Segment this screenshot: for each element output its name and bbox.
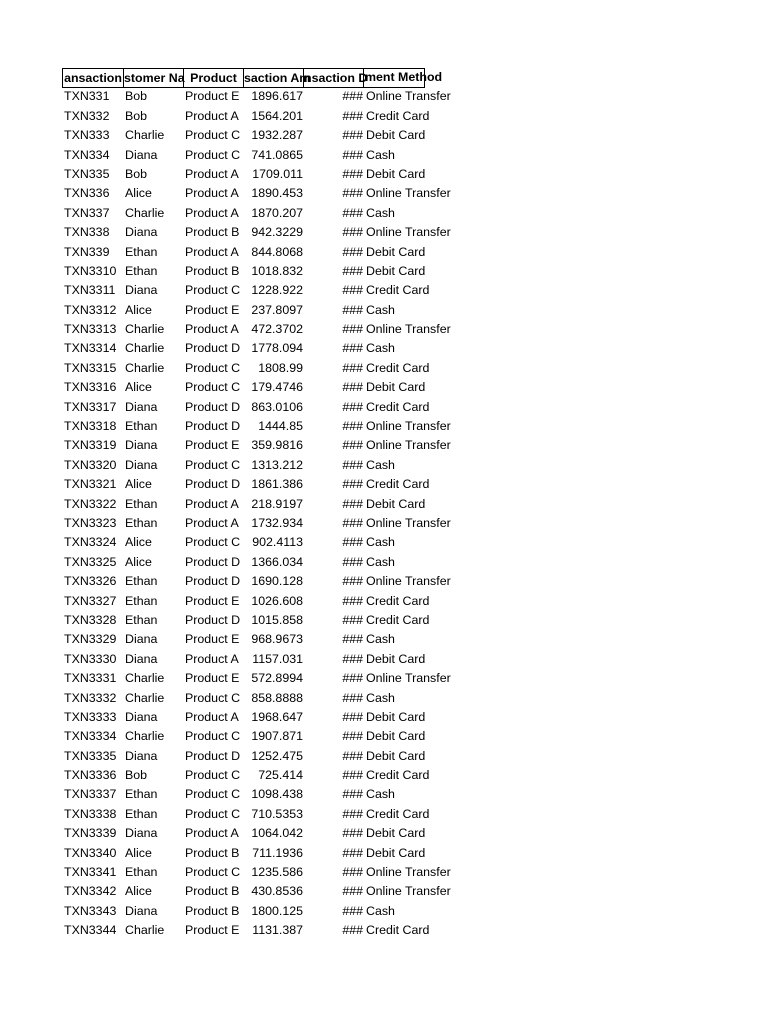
date-cell[interactable]: ### [342, 923, 363, 938]
amount-cell[interactable]: 1098.438 [251, 787, 303, 802]
amount-cell[interactable]: 1026.608 [251, 593, 303, 608]
date-cell[interactable]: ### [342, 593, 363, 608]
date-cell[interactable]: ### [342, 438, 363, 453]
transaction-id-cell[interactable]: TXN335 [64, 166, 110, 181]
header-amount-label: saction Am [244, 71, 311, 85]
amount-cell[interactable]: 1890.453 [251, 186, 303, 201]
transaction-id-cell[interactable]: TXN3341 [64, 865, 117, 880]
payment-method-cell[interactable]: Online Transfer [366, 671, 451, 686]
payment-method-cell[interactable]: Credit Card [366, 806, 430, 821]
date-cell[interactable]: ### [342, 225, 363, 240]
date-cell[interactable]: ### [342, 244, 363, 259]
date-cell[interactable]: ### [342, 709, 363, 724]
amount-cell[interactable]: 725.414 [258, 768, 303, 783]
customer-name-cell[interactable]: Alice [125, 477, 152, 492]
product-cell[interactable]: Product A [185, 322, 239, 337]
product-cell[interactable]: Product C [185, 729, 241, 744]
amount-cell[interactable]: 1235.586 [251, 865, 303, 880]
payment-method-cell[interactable]: Credit Card [366, 108, 430, 123]
product-cell[interactable]: Product D [185, 748, 241, 763]
payment-method-cell[interactable]: Debit Card [366, 496, 426, 511]
customer-name-cell[interactable]: Charlie [125, 360, 165, 375]
product-cell[interactable]: Product C [185, 380, 241, 395]
customer-name-cell[interactable]: Diana [125, 283, 158, 298]
customer-name-cell[interactable]: Bob [125, 166, 148, 181]
payment-method-cell[interactable]: Cash [366, 341, 395, 356]
customer-name-cell[interactable]: Bob [125, 89, 148, 104]
amount-cell[interactable]: 968.9673 [251, 632, 303, 647]
transaction-id-cell[interactable]: TXN3326 [64, 574, 117, 589]
product-cell[interactable]: Product A [185, 709, 239, 724]
transaction-id-cell[interactable]: TXN3337 [64, 787, 117, 802]
amount-cell[interactable]: 844.8068 [251, 244, 303, 259]
transaction-id-cell[interactable]: TXN3324 [64, 535, 117, 550]
payment-method-cell[interactable]: Debit Card [366, 845, 426, 860]
payment-method-cell[interactable]: Credit Card [366, 612, 430, 627]
amount-cell[interactable]: 1131.387 [252, 923, 303, 938]
payment-method-cell[interactable]: Online Transfer [366, 865, 451, 880]
transaction-id-cell[interactable]: TXN3321 [64, 477, 117, 492]
transaction-id-cell[interactable]: TXN3327 [64, 593, 117, 608]
product-cell[interactable]: Product C [185, 806, 241, 821]
transaction-id-cell[interactable]: TXN337 [64, 205, 110, 220]
product-cell[interactable]: Product D [185, 419, 241, 434]
customer-name-cell[interactable]: Alice [125, 535, 152, 550]
date-cell[interactable]: ### [342, 419, 363, 434]
date-cell[interactable]: ### [342, 89, 363, 104]
date-cell[interactable]: ### [342, 865, 363, 880]
payment-method-cell[interactable]: Debit Card [366, 244, 426, 259]
header-payment-method[interactable] [364, 68, 514, 88]
date-cell[interactable]: ### [342, 748, 363, 763]
transaction-id-cell[interactable]: TXN3342 [64, 884, 117, 899]
product-cell[interactable]: Product C [185, 768, 241, 783]
payment-method-cell[interactable]: Online Transfer [366, 186, 451, 201]
date-cell[interactable]: ### [342, 612, 363, 627]
header-product[interactable] [184, 68, 244, 88]
amount-cell[interactable]: 1907.871 [251, 729, 303, 744]
transaction-id-cell[interactable]: TXN339 [64, 244, 110, 259]
transaction-id-cell[interactable]: TXN3311 [64, 283, 116, 298]
customer-name-cell[interactable]: Ethan [125, 574, 158, 589]
product-cell[interactable]: Product C [185, 128, 241, 143]
payment-method-cell[interactable]: Debit Card [366, 128, 426, 143]
product-cell[interactable]: Product E [185, 89, 240, 104]
amount-cell[interactable]: 710.5353 [251, 806, 303, 821]
customer-name-cell[interactable]: Diana [125, 457, 158, 472]
payment-method-cell[interactable]: Debit Card [366, 826, 426, 841]
header-transaction-id[interactable] [62, 68, 124, 88]
product-cell[interactable]: Product D [185, 554, 241, 569]
date-cell[interactable]: ### [342, 457, 363, 472]
transaction-id-cell[interactable]: TXN3312 [64, 302, 117, 317]
product-cell[interactable]: Product B [185, 884, 240, 899]
payment-method-cell[interactable]: Credit Card [366, 477, 430, 492]
customer-name-cell[interactable]: Diana [125, 903, 158, 918]
date-cell[interactable]: ### [342, 108, 363, 123]
transaction-id-cell[interactable]: TXN3317 [64, 399, 117, 414]
customer-name-cell[interactable]: Ethan [125, 865, 158, 880]
transaction-id-cell[interactable]: TXN3328 [64, 612, 117, 627]
payment-method-cell[interactable]: Credit Card [366, 768, 430, 783]
customer-name-cell[interactable]: Alice [125, 884, 152, 899]
header-payment-method-label: ment Method [365, 70, 443, 84]
customer-name-cell[interactable]: Charlie [125, 729, 165, 744]
transaction-id-cell[interactable]: TXN333 [64, 128, 110, 143]
amount-cell[interactable]: 1870.207 [251, 205, 303, 220]
payment-method-cell[interactable]: Online Transfer [366, 89, 451, 104]
date-cell[interactable]: ### [342, 186, 363, 201]
header-customer-name-label: stomer Na [124, 71, 185, 85]
date-cell[interactable]: ### [342, 574, 363, 589]
customer-name-cell[interactable]: Charlie [125, 671, 165, 686]
transaction-id-cell[interactable]: TXN3332 [64, 690, 117, 705]
customer-name-cell[interactable]: Ethan [125, 244, 158, 259]
payment-method-cell[interactable]: Cash [366, 535, 395, 550]
transaction-id-cell[interactable]: TXN3325 [64, 554, 117, 569]
customer-name-cell[interactable]: Charlie [125, 341, 165, 356]
transaction-id-cell[interactable]: TXN338 [64, 225, 110, 240]
date-cell[interactable]: ### [342, 399, 363, 414]
transaction-id-cell[interactable]: TXN332 [64, 108, 110, 123]
customer-name-cell[interactable]: Diana [125, 399, 158, 414]
product-cell[interactable]: Product C [185, 283, 241, 298]
product-cell[interactable]: Product C [185, 360, 241, 375]
product-cell[interactable]: Product A [185, 826, 239, 841]
amount-cell[interactable]: 1732.934 [251, 515, 303, 530]
amount-cell[interactable]: 1808.99 [258, 360, 303, 375]
transaction-id-cell[interactable]: TXN3323 [64, 515, 117, 530]
payment-method-cell[interactable]: Debit Card [366, 166, 426, 181]
date-cell[interactable]: ### [342, 535, 363, 550]
date-cell[interactable]: ### [342, 283, 363, 298]
customer-name-cell[interactable]: Alice [125, 302, 152, 317]
date-cell[interactable]: ### [342, 690, 363, 705]
date-cell[interactable]: ### [342, 729, 363, 744]
product-cell[interactable]: Product B [185, 845, 240, 860]
header-amount[interactable] [244, 68, 311, 88]
customer-name-cell[interactable]: Bob [125, 108, 148, 123]
header-customer-name[interactable] [124, 68, 184, 88]
transaction-id-cell[interactable]: TXN3344 [64, 923, 117, 938]
transaction-id-cell[interactable]: TXN3329 [64, 632, 117, 647]
product-cell[interactable]: Product E [185, 438, 240, 453]
transaction-id-cell[interactable]: TXN334 [64, 147, 110, 162]
customer-name-cell[interactable]: Charlie [125, 128, 165, 143]
date-cell[interactable]: ### [342, 341, 363, 356]
header-product-label: Product [190, 71, 237, 85]
customer-name-cell[interactable]: Ethan [125, 515, 158, 530]
transaction-id-cell[interactable]: TXN3340 [64, 845, 117, 860]
customer-name-cell[interactable]: Ethan [125, 806, 158, 821]
product-cell[interactable]: Product A [185, 515, 239, 530]
product-cell[interactable]: Product B [185, 225, 240, 240]
product-cell[interactable]: Product D [185, 612, 241, 627]
transaction-id-cell[interactable]: TXN3320 [64, 457, 117, 472]
amount-cell[interactable]: 359.9816 [251, 438, 303, 453]
date-cell[interactable]: ### [342, 787, 363, 802]
amount-cell[interactable]: 1313.212 [251, 457, 303, 472]
transaction-id-cell[interactable]: TXN3333 [64, 709, 117, 724]
customer-name-cell[interactable]: Charlie [125, 205, 165, 220]
amount-cell[interactable]: 1709.011 [252, 166, 303, 181]
date-cell[interactable]: ### [342, 322, 363, 337]
customer-name-cell[interactable]: Diana [125, 147, 158, 162]
amount-cell[interactable]: 472.3702 [251, 322, 303, 337]
date-cell[interactable]: ### [342, 845, 363, 860]
customer-name-cell[interactable]: Charlie [125, 322, 165, 337]
customer-name-cell[interactable]: Ethan [125, 419, 158, 434]
amount-cell[interactable]: 237.8097 [251, 302, 303, 317]
amount-cell[interactable]: 1932.287 [251, 128, 303, 143]
transaction-id-cell[interactable]: TXN331 [64, 89, 110, 104]
date-cell[interactable]: ### [342, 826, 363, 841]
payment-method-cell[interactable]: Debit Card [366, 709, 426, 724]
customer-name-cell[interactable]: Diana [125, 225, 158, 240]
payment-method-cell[interactable]: Credit Card [366, 923, 430, 938]
payment-method-cell[interactable]: Credit Card [366, 283, 430, 298]
payment-method-cell[interactable]: Cash [366, 302, 395, 317]
date-cell[interactable]: ### [342, 884, 363, 899]
payment-method-cell[interactable]: Online Transfer [366, 419, 451, 434]
product-cell[interactable]: Product A [185, 186, 239, 201]
product-cell[interactable]: Product A [185, 651, 239, 666]
amount-cell[interactable]: 1157.031 [252, 651, 303, 666]
amount-cell[interactable]: 1896.617 [251, 89, 303, 104]
date-cell[interactable]: ### [342, 380, 363, 395]
product-cell[interactable]: Product C [185, 457, 241, 472]
amount-cell[interactable]: 1800.125 [251, 903, 303, 918]
payment-method-cell[interactable]: Credit Card [366, 593, 430, 608]
payment-method-cell[interactable]: Debit Card [366, 729, 426, 744]
product-cell[interactable]: Product D [185, 477, 241, 492]
amount-cell[interactable]: 902.4113 [252, 535, 303, 550]
amount-cell[interactable]: 942.3229 [251, 225, 303, 240]
date-cell[interactable]: ### [342, 360, 363, 375]
product-cell[interactable]: Product C [185, 535, 241, 550]
product-cell[interactable]: Product B [185, 903, 240, 918]
payment-method-cell[interactable]: Cash [366, 205, 395, 220]
date-cell[interactable]: ### [342, 205, 363, 220]
date-cell[interactable]: ### [342, 671, 363, 686]
product-cell[interactable]: Product D [185, 341, 241, 356]
payment-method-cell[interactable]: Online Transfer [366, 884, 451, 899]
transaction-id-cell[interactable]: TXN3334 [64, 729, 117, 744]
customer-name-cell[interactable]: Bob [125, 768, 148, 783]
amount-cell[interactable]: 858.8888 [251, 690, 303, 705]
product-cell[interactable]: Product A [185, 108, 239, 123]
amount-cell[interactable]: 1861.386 [251, 477, 303, 492]
header-date[interactable] [304, 68, 368, 88]
date-cell[interactable]: ### [342, 554, 363, 569]
transaction-id-cell[interactable]: TXN3330 [64, 651, 117, 666]
date-cell[interactable]: ### [342, 166, 363, 181]
payment-method-cell[interactable]: Cash [366, 690, 395, 705]
customer-name-cell[interactable]: Diana [125, 748, 158, 763]
payment-method-cell[interactable]: Debit Card [366, 380, 426, 395]
payment-method-cell[interactable]: Credit Card [366, 360, 430, 375]
transaction-id-cell[interactable]: TXN3316 [64, 380, 117, 395]
date-cell[interactable]: ### [342, 263, 363, 278]
customer-name-cell[interactable]: Alice [125, 186, 152, 201]
transaction-id-cell[interactable]: TXN3310 [64, 263, 117, 278]
customer-name-cell[interactable]: Charlie [125, 690, 165, 705]
transaction-id-cell[interactable]: TXN3331 [64, 671, 117, 686]
transaction-id-cell[interactable]: TXN3335 [64, 748, 117, 763]
amount-cell[interactable]: 1366.034 [251, 554, 303, 569]
transaction-id-cell[interactable]: TXN3322 [64, 496, 117, 511]
transaction-id-cell[interactable]: TXN3336 [64, 768, 117, 783]
product-cell[interactable]: Product D [185, 574, 241, 589]
customer-name-cell[interactable]: Diana [125, 632, 158, 647]
payment-method-cell[interactable]: Debit Card [366, 651, 426, 666]
payment-method-cell[interactable]: Online Transfer [366, 225, 451, 240]
customer-name-cell[interactable]: Diana [125, 709, 158, 724]
amount-cell[interactable]: 1564.201 [251, 108, 303, 123]
date-cell[interactable]: ### [342, 651, 363, 666]
payment-method-cell[interactable]: Debit Card [366, 263, 426, 278]
product-cell[interactable]: Product C [185, 147, 241, 162]
date-cell[interactable]: ### [342, 477, 363, 492]
customer-name-cell[interactable]: Ethan [125, 787, 158, 802]
amount-cell[interactable]: 179.4746 [251, 380, 303, 395]
transaction-id-cell[interactable]: TXN3314 [64, 341, 117, 356]
customer-name-cell[interactable]: Ethan [125, 612, 158, 627]
amount-cell[interactable]: 1228.922 [251, 283, 303, 298]
amount-cell[interactable]: 572.8994 [251, 671, 303, 686]
amount-cell[interactable]: 1444.85 [258, 419, 303, 434]
payment-method-cell[interactable]: Online Transfer [366, 574, 451, 589]
date-cell[interactable]: ### [342, 903, 363, 918]
date-cell[interactable]: ### [342, 128, 363, 143]
transaction-id-cell[interactable]: TXN3338 [64, 806, 117, 821]
product-cell[interactable]: Product E [185, 302, 240, 317]
customer-name-cell[interactable]: Alice [125, 845, 152, 860]
amount-cell[interactable]: 1252.475 [251, 748, 303, 763]
amount-cell[interactable]: 1968.647 [251, 709, 303, 724]
amount-cell[interactable]: 1690.128 [251, 574, 303, 589]
product-cell[interactable]: Product B [185, 263, 240, 278]
payment-method-cell[interactable]: Cash [366, 457, 395, 472]
payment-method-cell[interactable]: Cash [366, 903, 395, 918]
amount-cell[interactable]: 430.8536 [251, 884, 303, 899]
date-cell[interactable]: ### [342, 496, 363, 511]
product-cell[interactable]: Product E [185, 632, 240, 647]
amount-cell[interactable]: 218.9197 [251, 496, 303, 511]
payment-method-cell[interactable]: Cash [366, 147, 395, 162]
product-cell[interactable]: Product D [185, 399, 241, 414]
payment-method-cell[interactable]: Credit Card [366, 399, 430, 414]
payment-method-cell[interactable]: Cash [366, 554, 395, 569]
header-date-label: nsaction D [304, 71, 368, 85]
date-cell[interactable]: ### [342, 147, 363, 162]
product-cell[interactable]: Product C [185, 787, 241, 802]
product-cell[interactable]: Product E [185, 593, 240, 608]
product-cell[interactable]: Product A [185, 496, 239, 511]
payment-method-cell[interactable]: Cash [366, 632, 395, 647]
customer-name-cell[interactable]: Alice [125, 380, 152, 395]
transaction-id-cell[interactable]: TXN3315 [64, 360, 117, 375]
amount-cell[interactable]: 711.1936 [252, 845, 303, 860]
transaction-id-cell[interactable]: TXN336 [64, 186, 110, 201]
payment-method-cell[interactable]: Online Transfer [366, 438, 451, 453]
payment-method-cell[interactable]: Cash [366, 787, 395, 802]
transaction-id-cell[interactable]: TXN3318 [64, 419, 117, 434]
header-transaction-id-label: ansaction [64, 71, 122, 85]
customer-name-cell[interactable]: Diana [125, 438, 158, 453]
amount-cell[interactable]: 1778.094 [251, 341, 303, 356]
product-cell[interactable]: Product C [185, 690, 241, 705]
customer-name-cell[interactable]: Alice [125, 554, 152, 569]
customer-name-cell[interactable]: Ethan [125, 593, 158, 608]
product-cell[interactable]: Product C [185, 865, 241, 880]
amount-cell[interactable]: 1018.832 [251, 263, 303, 278]
date-cell[interactable]: ### [342, 302, 363, 317]
payment-method-cell[interactable]: Online Transfer [366, 322, 451, 337]
amount-cell[interactable]: 1064.042 [251, 826, 303, 841]
customer-name-cell[interactable]: Charlie [125, 923, 165, 938]
product-cell[interactable]: Product A [185, 166, 239, 181]
customer-name-cell[interactable]: Diana [125, 826, 158, 841]
product-cell[interactable]: Product E [185, 671, 240, 686]
amount-cell[interactable]: 863.0106 [251, 399, 303, 414]
date-cell[interactable]: ### [342, 768, 363, 783]
transaction-id-cell[interactable]: TXN3319 [64, 438, 117, 453]
date-cell[interactable]: ### [342, 632, 363, 647]
product-cell[interactable]: Product E [185, 923, 240, 938]
date-cell[interactable]: ### [342, 806, 363, 821]
date-cell[interactable]: ### [342, 515, 363, 530]
product-cell[interactable]: Product A [185, 205, 239, 220]
transaction-id-cell[interactable]: TXN3313 [64, 322, 117, 337]
amount-cell[interactable]: 741.0865 [251, 147, 303, 162]
transaction-id-cell[interactable]: TXN3343 [64, 903, 117, 918]
customer-name-cell[interactable]: Ethan [125, 496, 158, 511]
customer-name-cell[interactable]: Ethan [125, 263, 158, 278]
payment-method-cell[interactable]: Debit Card [366, 748, 426, 763]
transaction-id-cell[interactable]: TXN3339 [64, 826, 117, 841]
product-cell[interactable]: Product A [185, 244, 239, 259]
payment-method-cell[interactable]: Online Transfer [366, 515, 451, 530]
amount-cell[interactable]: 1015.858 [251, 612, 303, 627]
customer-name-cell[interactable]: Diana [125, 651, 158, 666]
